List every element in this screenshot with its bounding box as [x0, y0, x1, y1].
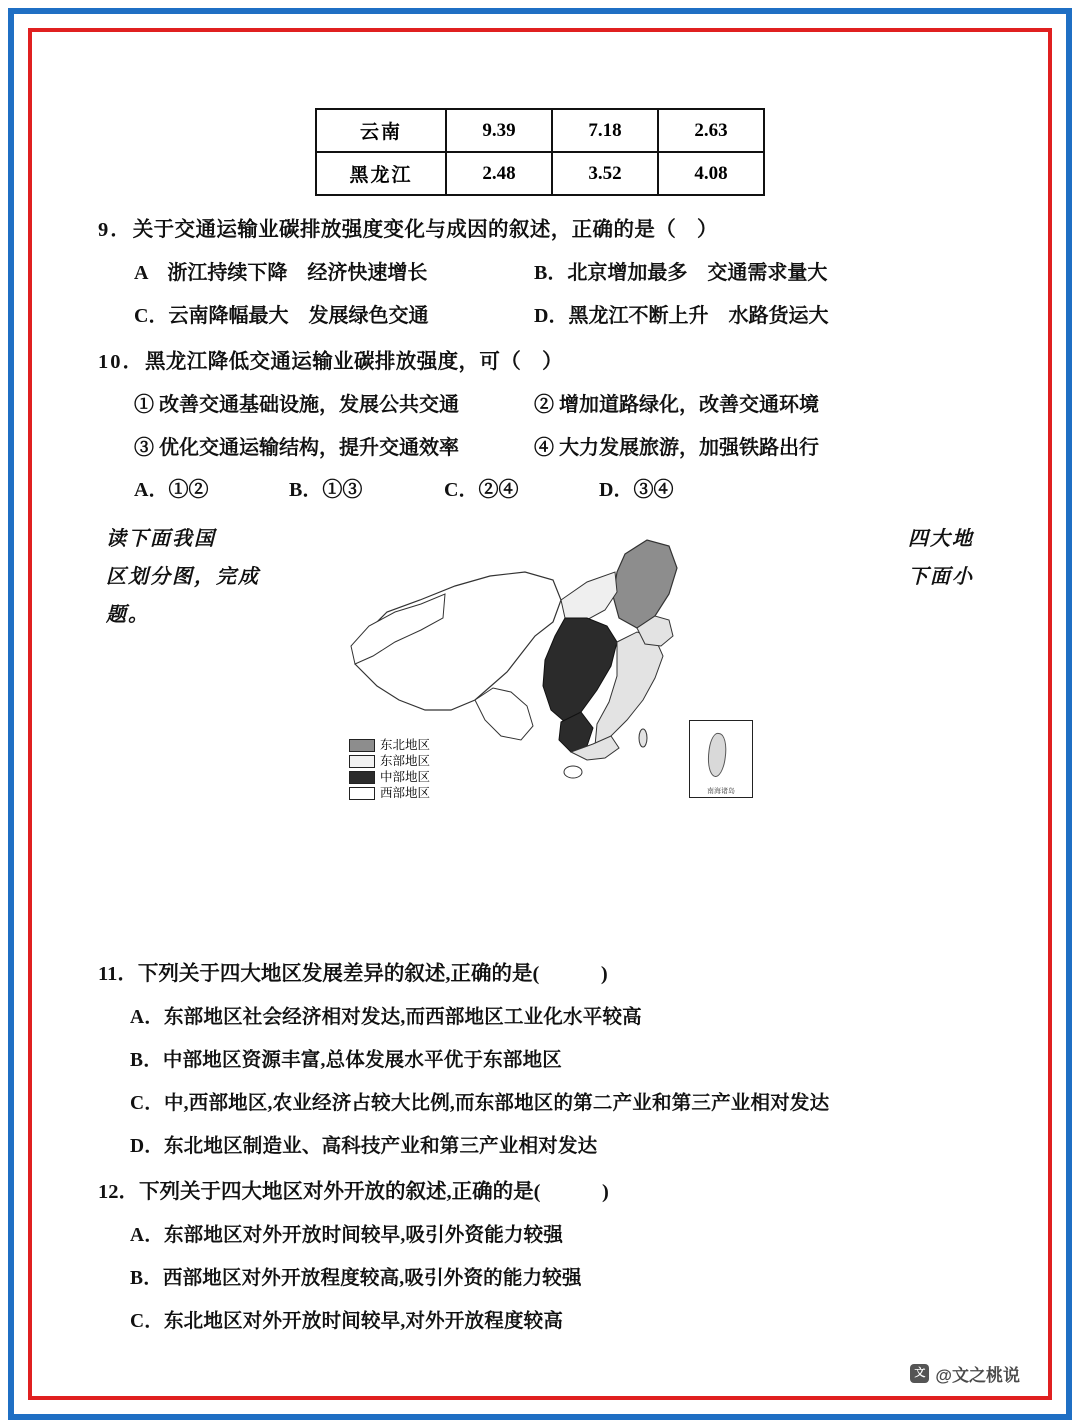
data-table-container: [78, 108, 1002, 196]
table-cell-province: 黑龙江: [316, 152, 446, 195]
watermark-text: @文之桃说: [935, 1366, 1020, 1385]
watermark-logo-icon: 文: [910, 1364, 929, 1383]
inset-label: 南海诸岛: [707, 788, 735, 795]
question-12-option-b[interactable]: B．西部地区对外开放程度较高,吸引外资的能力较强: [130, 1268, 582, 1289]
question-9-number: 9．: [98, 219, 133, 241]
question-12-text: 下列关于四大地区对外开放的叙述,正确的是( ): [139, 1181, 609, 1203]
table-cell-province: 云南: [316, 109, 446, 152]
region-central: [543, 618, 617, 722]
choice-d[interactable]: D．③④: [599, 479, 674, 501]
passage-left-line-3: 题。: [106, 604, 150, 626]
legend-label: 西部地区: [380, 786, 431, 800]
question-11-option-b[interactable]: B．中部地区资源丰富,总体发展水平优于东部地区: [130, 1050, 562, 1071]
statement-3: ③ 优化交通运输结构，提升交通效率: [134, 437, 459, 459]
question-11-option-d[interactable]: D．东北地区制造业、高科技产业和第三产业相对发达: [130, 1136, 598, 1157]
table-row: [316, 109, 764, 152]
question-10-statements-row-1: [78, 388, 1002, 417]
choice-c[interactable]: C．②④: [444, 479, 519, 501]
blank-space: [78, 820, 1002, 940]
map-legend: [349, 738, 430, 802]
question-11-text: 下列关于四大地区发展差异的叙述,正确的是( ): [137, 963, 608, 985]
legend-swatch-icon: [349, 787, 375, 800]
statement-4: ④ 大力发展旅游，加强铁路出行: [534, 437, 819, 459]
statement-1: ① 改善交通基础设施，发展公共交通: [134, 394, 459, 416]
table-cell-value: 3.52: [552, 152, 658, 195]
question-9-options-row-2: [78, 299, 1002, 328]
question-12: [78, 1174, 1002, 1333]
hainan-island: [564, 766, 582, 778]
question-12-stem: [78, 1174, 1002, 1204]
passage-left-line-1: 读下面我国: [106, 528, 216, 550]
china-four-regions-map: [325, 514, 755, 804]
legend-item-northeast: [349, 738, 430, 753]
question-12-option-c[interactable]: C．东北地区对外开放时间较早,对外开放程度较高: [130, 1311, 564, 1332]
page-inner-border: [28, 28, 1052, 1400]
south-china-sea-inset: [689, 720, 753, 798]
option-a[interactable]: A 浙江持续下降 经济快速增长: [134, 262, 428, 284]
legend-swatch-icon: [349, 739, 375, 752]
choice-a[interactable]: A．①②: [134, 479, 209, 501]
question-12-number: 12．: [98, 1181, 139, 1203]
question-10: [78, 344, 1002, 502]
statement-2: ② 增加道路绿化，改善交通环境: [534, 394, 819, 416]
legend-label: 东部地区: [380, 754, 431, 768]
map-passage-section: [78, 520, 1002, 820]
region-inner-strip: [561, 572, 617, 622]
passage-text-left: [106, 520, 276, 634]
legend-item-east: [349, 754, 430, 769]
legend-swatch-icon: [349, 771, 375, 784]
table-cell-value: 2.63: [658, 109, 764, 152]
table-cell-value: 2.48: [446, 152, 552, 195]
question-9-stem: [78, 212, 1002, 242]
question-10-stem: [78, 344, 1002, 374]
question-11-stem: [78, 956, 1002, 986]
watermark: [910, 1361, 1020, 1386]
option-c[interactable]: C．云南降幅最大 发展绿色交通: [134, 305, 429, 327]
question-11-option-a[interactable]: A．东部地区社会经济相对发达,而西部地区工业化水平较高: [130, 1007, 642, 1028]
question-11-number: 11．: [98, 963, 138, 985]
legend-label: 中部地区: [380, 770, 431, 784]
question-11: [78, 956, 1002, 1158]
page-outer-border: [8, 8, 1072, 1420]
table-row: [316, 152, 764, 195]
table-cell-value: 4.08: [658, 152, 764, 195]
inset-island-shape-icon: [705, 732, 729, 778]
option-d[interactable]: D．黑龙江不断上升 水路货运大: [534, 305, 829, 327]
passage-text-right: [884, 520, 974, 596]
legend-item-west: [349, 786, 430, 801]
question-10-choices: [78, 473, 1002, 502]
question-9-text: 关于交通运输业碳排放强度变化与成因的叙述，正确的是（ ）: [132, 219, 718, 241]
question-10-number: 10．: [98, 351, 145, 373]
question-12-option-a[interactable]: A．东部地区对外开放时间较早,吸引外资能力较强: [130, 1225, 564, 1246]
question-11-option-c[interactable]: C．中,西部地区,农业经济占较大比例,而东部地区的第二产业和第三产业相对发达: [130, 1093, 830, 1114]
choice-b[interactable]: B．①③: [289, 479, 363, 501]
option-b[interactable]: B．北京增加最多 交通需求量大: [534, 262, 828, 284]
table-cell-value: 9.39: [446, 109, 552, 152]
passage-left-line-2: 区划分图，完成: [106, 566, 260, 588]
region-west-southwest: [475, 688, 533, 740]
carbon-intensity-table: [315, 108, 765, 196]
legend-item-central: [349, 770, 430, 785]
question-10-text: 黑龙江降低交通运输业碳排放强度，可（ ）: [145, 351, 563, 373]
passage-right-line-1: 四大地: [908, 528, 974, 550]
question-9-options-row-1: [78, 256, 1002, 285]
table-cell-value: 7.18: [552, 109, 658, 152]
legend-label: 东北地区: [380, 738, 431, 752]
question-9: [78, 212, 1002, 328]
taiwan-island: [639, 729, 647, 747]
exam-paper-sheet: [32, 32, 1048, 1396]
legend-swatch-icon: [349, 755, 375, 768]
passage-right-line-2: 下面小: [908, 566, 974, 588]
region-northeast: [613, 540, 677, 628]
question-10-statements-row-2: [78, 431, 1002, 460]
